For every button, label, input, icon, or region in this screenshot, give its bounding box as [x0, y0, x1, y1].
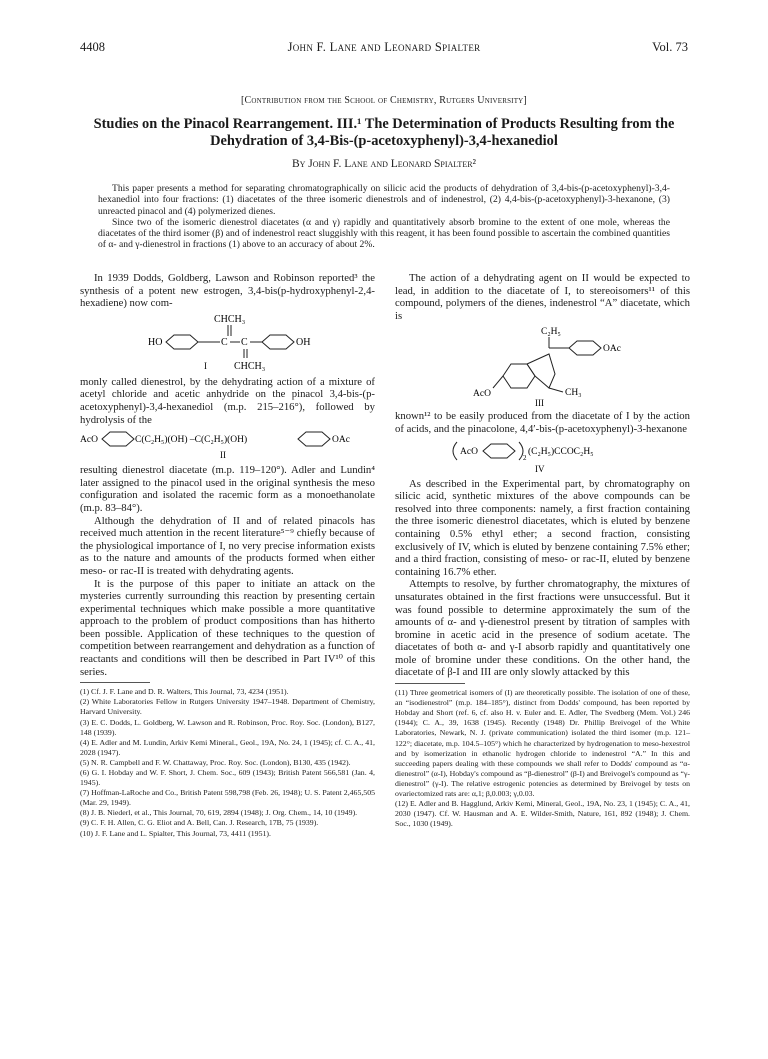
- body-paragraph: known¹² to be easily produced from the diacetate of I by the action of acids, and the pinacolone, 4,4′-bis-(p-acetoxyphenyl)-3-hexanone: [395, 410, 690, 435]
- body-paragraph: In 1939 Dodds, Goldberg, Lawson and Robinson reported³ the synthesis of a potent new estrogen, 3,4-bis(p-hydroxyphenyl-2,4-hexadiene) now com-: [80, 272, 375, 310]
- structure-label: OH: [295, 336, 310, 348]
- structure-label: OAc: [332, 435, 350, 446]
- structure-label: C(C₂H₅)(OH) –C(C₂H₅)(OH): [135, 435, 248, 446]
- svg-text:C: C: [220, 336, 228, 348]
- contribution-line: [Contribution from the School of Chemistry, Rutgers University]: [241, 95, 527, 106]
- footnote: (7) Hoffman-LaRoche and Co., British Patent 598,798 (Feb. 26, 1948); U. S. Patent 2,465,505 (Mar. 29, 1949).: [80, 788, 375, 808]
- footnote: (4) E. Adler and M. Lundin, Arkiv Kemi Mineral., Geol., 19A, No. 24, 1 (1945); cf. C. A., 41, 2028 (1947).: [80, 737, 375, 757]
- compound-number: II: [220, 450, 226, 461]
- compound-number: III: [534, 398, 544, 409]
- byline: By John F. Lane and Leonard Spialter²: [291, 158, 476, 170]
- structure-label: (C₂H₅)CCOC₂H₅: [527, 446, 594, 457]
- structure-I: [108, 312, 348, 374]
- structure-IV: [443, 438, 643, 476]
- page-number: 4408: [80, 40, 105, 54]
- svg-text:C: C: [240, 336, 248, 348]
- structure-label: AcO: [459, 446, 478, 457]
- structure-label: CH₃: [564, 388, 582, 399]
- body-paragraph: The action of a dehydrating agent on II would be expected to lead, in addition to the diacetate of I, to stereoisomers¹¹ of this compound, polymers of the dienes, indenestrol “A” diacetate, which is: [395, 272, 690, 322]
- running-header: [80, 40, 688, 58]
- volume-label: Vol. 73: [652, 40, 688, 54]
- structure-II: [80, 428, 375, 462]
- structure-label: AcO: [80, 435, 98, 446]
- body-paragraph: Although the dehydration of II and of related pinacols has received much attention in the recent literature⁵⁻⁹ chiefly because of the physiological importance of I, no very precise information exists as to the nature and amounts of the products formed when either meso- or rac-II is treated with dehydrating agents.: [80, 514, 375, 577]
- article-title: Studies on the Pinacol Rearrangement. III.¹ The Determination of Products Resulting from the Dehydration of 3,4-Bis-(p-acetoxyphenyl)-3,4-hexanediol: [93, 116, 675, 149]
- footnotes: [395, 688, 690, 829]
- footnote-rule: [395, 683, 465, 684]
- compound-number: I: [203, 360, 207, 371]
- body-paragraph: It is the purpose of this paper to initiate an attack on the mysteries currently surrounding this reaction by presenting certain experimental techniques which make possible a more quantitative approach to the problem of product compositions than has hitherto been possible. Application of these techniques to the question of competition between rearrangement and dehydration as a function of reactants and conditions will then be described in Part IV¹⁰ of this series.: [80, 577, 375, 678]
- structure-label: CHCH₃: [213, 313, 245, 325]
- body-paragraph: resulting dienestrol diacetate (m.p. 119–120°). Adler and Lundin⁴ later assigned to the pinacol used in the original synthesis the meso configuration and isolated the racemic form as a monoethanolate (m.p. 83–84°).: [80, 464, 375, 514]
- right-column: [395, 272, 690, 829]
- abstract-paragraph: Since two of the isomeric dienestrol diacetates (α and γ) rapidly and quantitatively absorb bromine to the extent of one mole, whereas the diacetates of the third isomer (β) and of indenestrol react sluggishly with this reagent, it has been found possible to ascertain the combined quantities of α- and γ-dienestrol in fractions (1) above to an accuracy of about 2%.: [98, 216, 670, 251]
- structure-III: [443, 324, 643, 408]
- footnote: (9) C. F. H. Allen, C. G. Eliot and A. Bell, Can. J. Research, 17B, 75 (1939).: [80, 818, 319, 828]
- footnote: (3) E. C. Dodds, L. Goldberg, W. Lawson and R. Robinson, Proc. Roy. Soc. (London), B127, 148 (1939).: [80, 717, 375, 737]
- running-title: John F. Lane and Leonard Spialter: [287, 40, 481, 54]
- abstract-paragraph: This paper presents a method for separating chromatographically on silicic acid the products of dehydration of 3,4-bis-(p-acetoxyphenyl)-3,4-hexanediol into four fractions: (1) diacetates of the three isomeric dienestrols and of indenestrol, (2) 4,4-bis-(p-acetoxyphenyl)-3-hexanone, (3) unreacted pinacol and (4) polymerized dienes.: [98, 183, 670, 217]
- body-paragraph: As described in the Experimental part, by chromatography on silicic acid, synthetic mixtures of the above compounds can be resolved into three components: namely, a first fraction containing the three isomeric dienestrol diacetates, which is eluted by benzene containing 0.5% ethyl ether; a second fraction, consisting exclusively of IV, which is eluted by benzene containing 7.5% ether; and a third fraction, consisting of meso- or rac-II, eluted by benzene containing 16.7% ether.: [395, 477, 690, 578]
- footnote: (12) E. Adler and B. Hagglund, Arkiv Kemi, Mineral, Geol., 19A, No. 23, 1 (1945); C. A., 41, 2030 (1947). Cf. W. Hausman and A. E. Wilder-Smith, Nature, 161, 892 (1948); J. Chem. Soc., 1030 (1949).: [395, 799, 690, 829]
- compound-number: IV: [534, 463, 544, 474]
- body-paragraph: monly called dienestrol, by the dehydrating action of a mixture of acetyl chloride and acetic anhydride on the pinacol 3,4-bis-(p-acetoxyphenyl)-3,4-hexanediol (m.p. 215–216°), followed by hydrolysis of the: [80, 375, 375, 426]
- footnote: (5) N. R. Campbell and F. W. Chattaway, Proc. Roy. Soc. (London), B130, 435 (1942).: [80, 757, 351, 767]
- abstract: [98, 183, 670, 251]
- structure-label: C₂H₅: [540, 327, 561, 338]
- footnote: (1) Cf. J. F. Lane and D. R. Walters, This Journal, 73, 4234 (1951).: [80, 687, 289, 697]
- structure-label: HO: [147, 336, 162, 348]
- structure-label: CHCH₃: [233, 360, 265, 372]
- structure-label: 2: [522, 453, 526, 462]
- footnotes: [80, 687, 375, 838]
- footnote-rule: [80, 682, 150, 683]
- structure-label: AcO: [472, 389, 491, 400]
- footnote: (11) Three geometrical isomers of (I) are theoretically possible. The isolation of one of these, an “isodienestrol” (m.p. 184–185°), distinct from Dodds' compound, has been reported by Hobday and Short (ref. 6, cf. also H. v. Euler and. E. Adler, The Svedberg (Mem. Vol.) 246 (1944); C. A., 39, 1638 (1945). Recently (1948) Dr. Phillip Breivogel of the White Laboratories, Newark, N. J. (private communication) isolated the third isomer (m.p. 121–122°; diacetate, m.p. 104.5–105°) which he characterized by hydrogenation to meso-hexestrol and by isomerization in ethanolic hydrogen chloride to indenestrol “A.” In this and succeeding papers dealing with these compounds we shall refer to Dodds' compound as “α-dienestrol” (α-I), Hobday's compound as “β-dienestrol” (β-I) and Breivogel's compound as “γ-dienestrol” (γ-I). The relative estrogenic potencies as determined by Breivogel by tests on ovariectomized rats are: α,1; β,0.003; γ,0.03.: [395, 688, 690, 798]
- left-column: [80, 272, 375, 839]
- footnote: (6) G. I. Hobday and W. F. Short, J. Chem. Soc., 609 (1943); British Patent 566,581 (Jan. 4, 1945).: [80, 768, 375, 788]
- body-paragraph: Attempts to resolve, by further chromatography, the mixtures of unsaturates obtained in the first fractions were unsuccessful. But it was found possible to determine approximately the sum of the amounts of α- and γ-dienestrol present by titration of samples with bromine in acetic acid in the presence of sodium acetate. The diacetates of both α- and γ-I absorb rapidly and quantitatively one mole of bromine under these conditions. On the other hand, the diacetate of β-I and III are only slowly attacked by this: [395, 578, 690, 679]
- structure-label: OAc: [602, 344, 621, 355]
- footnote: (8) J. B. Niederl, et al., This Journal, 70, 619, 2894 (1948); J. Org. Chem., 14, 10 (1949).: [80, 808, 358, 818]
- footnote: (2) White Laboratories Fellow in Rutgers University 1947–1948. Department of Chemistry, Harvard University.: [80, 697, 375, 717]
- footnote: (10) J. F. Lane and L. Spialter, This Journal, 73, 4411 (1951).: [80, 828, 271, 838]
